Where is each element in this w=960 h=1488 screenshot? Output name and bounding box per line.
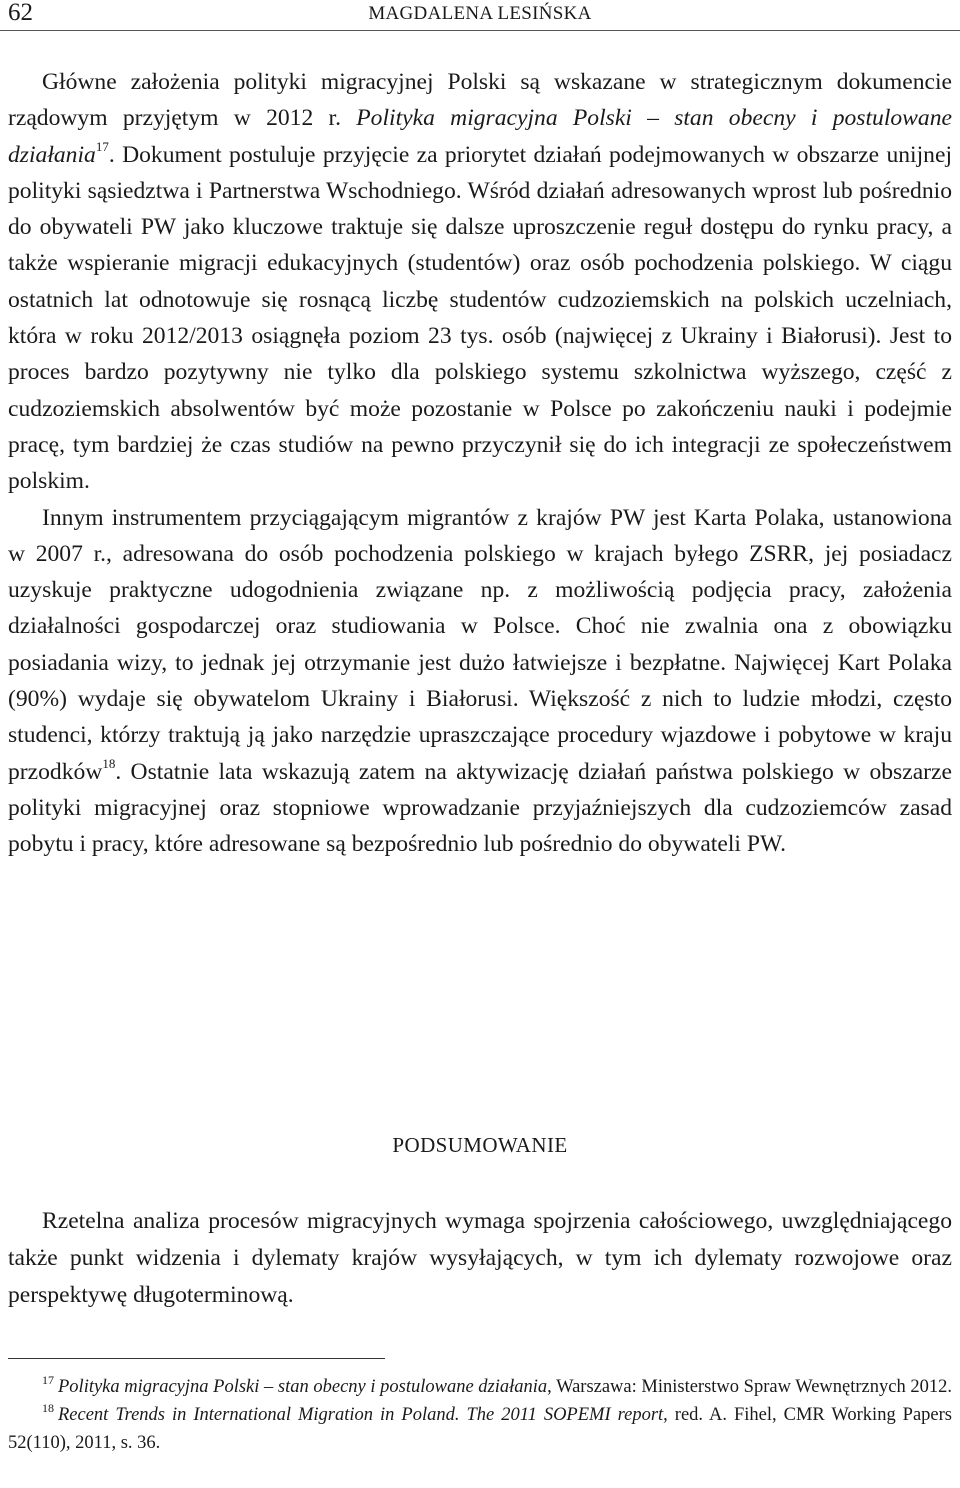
footnote-title: Polityka migracyjna Polski – stan obecny i postulowane działania — [58, 1377, 548, 1397]
page-number: 62 — [8, 0, 33, 26]
document-title: Polityka migracyjna Polski – stan obecny i postulowane działania — [8, 105, 952, 168]
paragraph-2-text-b: . Ostatnie lata wskazują zatem na aktywizację działań państwa polskiego w obszarze polityki migracyjnej oraz stopniowe wprowadzanie przyjaźniejszych dla cudzoziemców zasad pobytu i pracy, które adresowane są bezpośrednio lub pośrednio do obywateli PW. — [8, 758, 952, 858]
paragraph-1-text-b: . Dokument postuluje przyjęcie za priorytet działań podejmowanych w obszarze unijnej polityki sąsiedztwa i Partnerstwa Wschodniego. Wśród działań adresowanych wprost lub pośrednio do obywateli PW jako kluczowe traktuje się dalsze uproszczenie reguł dostępu do rynku pracy, a także wspieranie migracji edukacyjnych (studentów) oraz osób pochodzenia polskiego. W ciągu ostatnich lat odnotowuje się rosnącą liczbę studentów cudzoziemskich na polskich uczelniach, która w roku 2012/2013 osiągnęła poziom 23 tys. osób (najwięcej z Ukrainy i Białorusi). Jest to proces bardzo pozytywny nie tylko dla polskiego systemu szkolnictwa wyższego, część z cudzoziemskich absolwentów być może pozostanie w Polsce po zakończeniu nauki i podejmie pracę, tym bardziej że czas studiów na pewno przyczynił się do ich integracji ze społeczeństwem polskim. — [8, 141, 952, 495]
main-text — [8, 64, 952, 863]
page-header — [0, 0, 960, 31]
running-head: MAGDALENA LESIŃSKA — [368, 3, 592, 24]
section-heading: PODSUMOWANIE — [392, 1133, 568, 1157]
paragraph-2 — [8, 500, 952, 863]
footnote-text: , Warszawa: Ministerstwo Spraw Wewnętrznych 2012. — [547, 1377, 952, 1397]
footnote-title: Recent Trends in International Migration in Poland. The 2011 SOPEMI report — [58, 1405, 664, 1425]
footnote-ref-17: 17 — [95, 138, 109, 154]
footnote-17 — [8, 1373, 952, 1401]
paragraph-1 — [8, 64, 952, 500]
summary-text — [8, 1203, 952, 1314]
footnote-18 — [8, 1401, 952, 1457]
paragraph-2-text-a: Innym instrumentem przyciągającym migrantów z krajów PW jest Karta Polaka, ustanowiona w 2007 r., adresowana do osób pochodzenia polskiego w krajach byłego ZSRR, jej posiadacz uzyskuje praktyczne udogodnienia związane np. z możliwością podjęcia pracy, założenia działalności gospodarczej oraz studiowania w Polsce. Choć nie zwalnia ona z obowiązku posiadania wizy, to jednak jej otrzymanie jest dużo łatwiejsze i bezpłatne. Najwięcej Kart Polaka (90%) wydaje się obywatelom Ukrainy i Białorusi. Większość z nich to ludzie młodzi, często studenci, którzy traktują ją jako narzędzie upraszczające procedury wjazdowe i pobytowe w kraju przodków — [8, 504, 952, 785]
footnote-text: , red. A. Fihel, CMR Working Papers 52(110), 2011, s. 36. — [8, 1405, 953, 1453]
paragraph-1-text-a: Główne założenia polityki migracyjnej Polski są wskazane w strategicznym dokumencie rządowym przyjętym w 2012 r. — [8, 69, 952, 132]
summary-paragraph: Rzetelna analiza procesów migracyjnych wymaga spojrzenia całościowego, uwzględniającego także punkt widzenia i dylematy krajów wysyłających, w tym ich dylematy rozwojowe oraz perspektywę długoterminową. — [8, 1208, 952, 1308]
footnote-number: 17 — [42, 1373, 54, 1387]
footnote-number: 18 — [42, 1401, 54, 1415]
footnotes — [8, 1373, 952, 1457]
footnote-separator — [8, 1358, 385, 1359]
footnote-ref-18: 18 — [102, 755, 116, 771]
